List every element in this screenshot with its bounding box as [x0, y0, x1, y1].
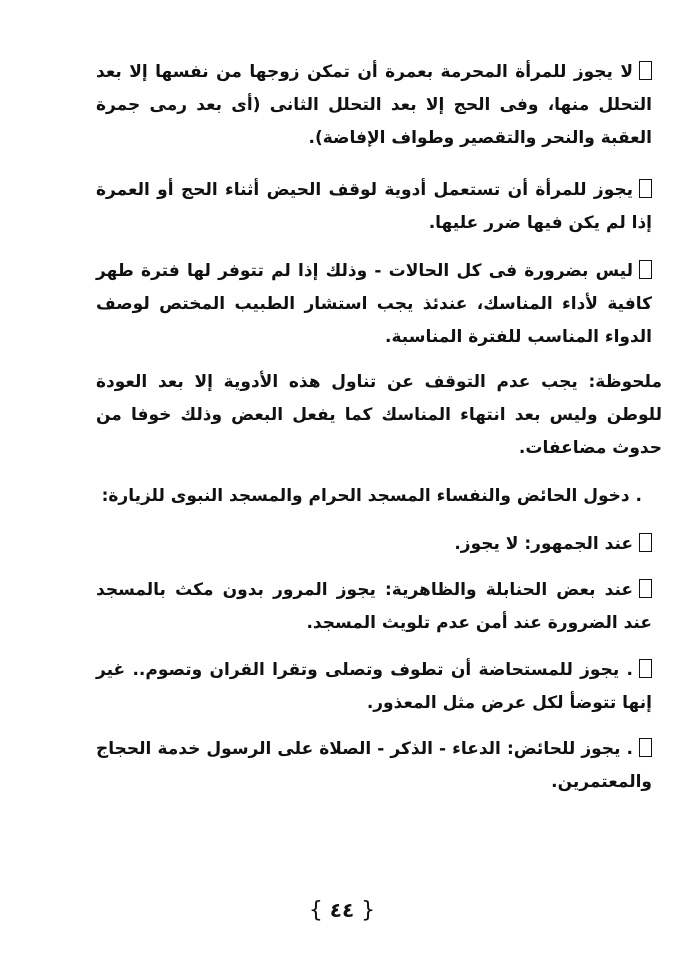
- brace-left: }: [308, 898, 323, 923]
- checkbox-bullet-icon: [639, 738, 652, 757]
- page-number-text: ٤٤: [329, 898, 355, 922]
- paragraph-text: . يجوز للحائض: الدعاء - الذكر - الصلاة على الرسول خدمة الحجاج والمعتمرين.: [96, 739, 652, 792]
- checkbox-bullet-icon: [639, 179, 652, 198]
- checkbox-bullet-icon: [639, 61, 652, 80]
- paragraph-wife-ihram: [96, 56, 652, 155]
- checkbox-bullet-icon: [639, 579, 652, 598]
- paragraph-majority: [96, 528, 652, 561]
- paragraph-menses-medication: [96, 174, 652, 240]
- paragraph-text: عند بعض الحنابلة والظاهرية: يجوز المرور بدون مكث بالمسجد عند الضرورة عند أمن عدم تلويث المسجد.: [96, 580, 652, 633]
- paragraph-istihada: [96, 654, 652, 720]
- paragraph-hanbali: [96, 574, 652, 640]
- paragraph-menstruating-allowed: [96, 733, 652, 799]
- page-number: [0, 898, 684, 923]
- paragraph-text: لا يجوز للمرأة المحرمة بعمرة أن تمكن زوجها من نفسها إلا بعد التحلل منها، وفى الحج إلا بعد التحلل الثانى (أى بعد رمى جمرة العقبة والنحر والتقصير وطواف الإفاضة).: [96, 62, 652, 148]
- paragraph-not-necessary: [96, 255, 652, 354]
- brace-right: {: [361, 898, 376, 923]
- checkbox-bullet-icon: [639, 659, 652, 678]
- paragraph-text: ملحوظة: يجب عدم التوقف عن تناول هذه الأدوية إلا بعد العودة للوطن وليس بعد انتهاء المناسك كما يفعل البعض وذلك خوفا من حدوث مضاعفات.: [96, 372, 662, 458]
- paragraph-text: يجوز للمرأة أن تستعمل أدوية لوقف الحيض أثناء الحج أو العمرة إذا لم يكن فيها ضرر عليها.: [96, 180, 652, 233]
- paragraph-text: . يجوز للمستحاضة أن تطوف وتصلى وتقرا القران وتصوم.. غير إنها تتوضأ لكل عرض مثل المعذور.: [96, 660, 652, 713]
- checkbox-bullet-icon: [639, 260, 652, 279]
- paragraph-text: عند الجمهور: لا يجوز.: [454, 534, 633, 554]
- checkbox-bullet-icon: [639, 533, 652, 552]
- section-heading: [96, 480, 642, 513]
- section-heading-text: . دخول الحائض والنفساء المسجد الحرام والمسجد النبوى للزيارة:: [101, 486, 642, 506]
- paragraph-text: ليس بضرورة فى كل الحالات - وذلك إذا لم تتوفر لها فترة طهر كافية لأداء المناسك، عندئذ يجب استشار الطبيب المختص لوصف الدواء المناسب للفترة المناسبة.: [96, 261, 652, 347]
- paragraph-note: [96, 366, 662, 465]
